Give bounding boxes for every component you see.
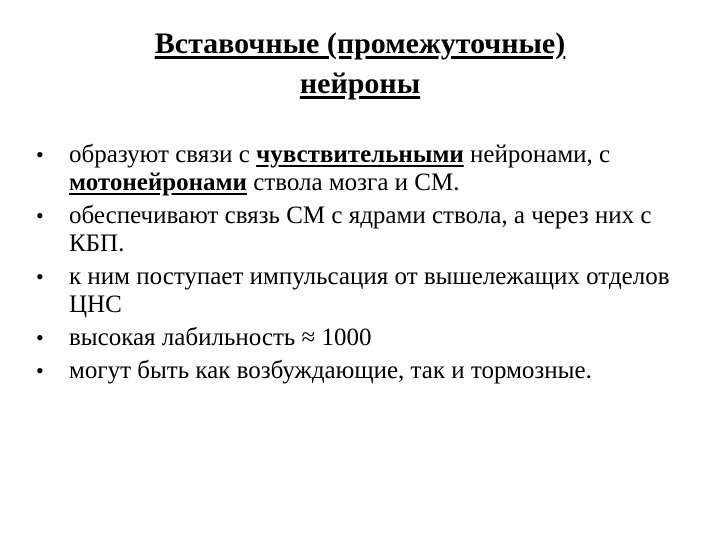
title-line-2	[60, 64, 660, 104]
title-line-1	[60, 24, 660, 64]
bullet-marker: •	[36, 203, 44, 228]
bullet-list	[36, 141, 676, 390]
title-text-2: нейроны	[299, 67, 421, 100]
bullet-text: обеспечивают связь СМ с ядрами ствола, а через них с КБП.	[69, 202, 652, 257]
bullet-text: могут быть как возбуждающие, так и тормозные.	[69, 357, 592, 384]
bullet-marker: •	[36, 325, 44, 350]
slide-title	[60, 24, 660, 104]
bullet-text-middle: нейронами, с	[463, 141, 611, 168]
bullet-item-impulses	[36, 263, 676, 319]
title-text-1: Вставочные (промежуточные)	[154, 27, 566, 60]
emphasis-sensory: чувствительными	[256, 141, 464, 168]
bullet-text: к ним поступает импульсация от вышележащих отделов ЦНС	[69, 263, 670, 318]
bullet-item-lability	[36, 324, 676, 352]
bullet-text-before: образуют связи с	[69, 141, 257, 168]
bullet-marker: •	[36, 264, 44, 289]
bullet-item-connections	[36, 141, 676, 197]
bullet-text: высокая лабильность ≈ 1000	[69, 324, 372, 351]
emphasis-motoneurons: мотонейронами	[69, 169, 247, 196]
bullet-item-link	[36, 202, 676, 258]
bullet-text-after: ствола мозга и СМ.	[246, 169, 460, 196]
bullet-marker: •	[36, 142, 44, 167]
bullet-item-types	[36, 357, 676, 385]
bullet-marker: •	[36, 358, 44, 383]
